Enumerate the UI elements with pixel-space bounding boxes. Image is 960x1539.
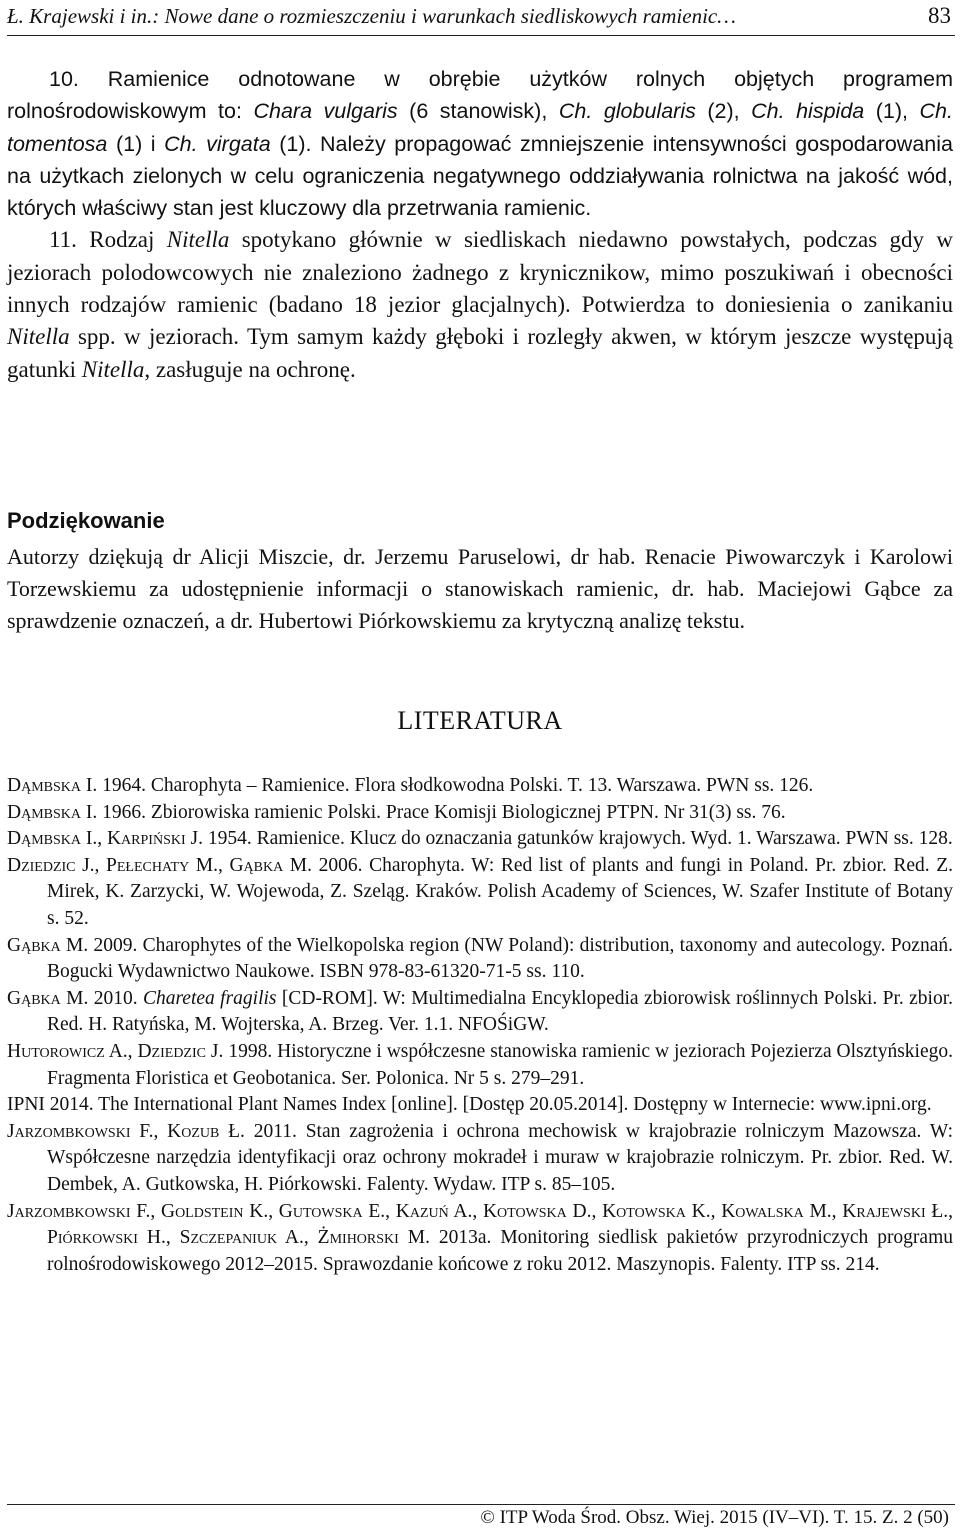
paragraph-11: 11. Rodzaj Nitella spotykano głównie w siedliskach niedawno powstałych, podczas gdy w jeziorach polodowcowych nie znaleziono żadnego z krynicznikow, mimo poszukiwań i obecności innych rodzajów ramienic (badano 18 jezior glacjalnych). Potwierdza to doniesienia o zanikaniu Nitella spp. w jeziorach. Tym samym każdy głęboki i rozległy akwen, w którym jeszcze występują gatunki Nitella, zasługuje na ochronę. [7, 227, 953, 382]
reference-item: Dąmbska I. 1966. Zbiorowiska ramienic Polski. Prace Komisji Biologicznej PTPN. Nr 31(3) ss. 76. [7, 801, 786, 823]
page-number: 83 [928, 3, 951, 28]
footer-copyright: © ITP Woda Środ. Obsz. Wiej. 2015 (IV–VI). T. 15. Z. 2 (50) [480, 1507, 949, 1528]
reference-item: Dąmbska I. 1964. Charophyta – Ramienice. Flora słodkowodna Polski. T. 13. Warszawa. PWN ss. 126. [7, 775, 814, 796]
acknowledgements-text: Autorzy dziękują dr Alicji Miszcie, dr. Jerzemu Paruselowi, dr hab. Renacie Piwowarczyk i Karolowi Torzewskiemu za udostępnienie informacji o stanowiskach ramienic, dr. hab. Maciejowi Gąbce za sprawdzenie oznaczeń, a dr. Hubertowi Piórkowskiemu za krytyczną analizę tekstu. [7, 544, 953, 633]
reference-item: Gąbka M. 2009. Charophytes of the Wielkopolska region (NW Poland): distribution, taxonomy and autecology. Poznań. Bogucki Wydawnictwo Naukowe. ISBN 978-83-61320-71-5 ss. 110. [7, 934, 953, 983]
literature-heading: LITERATURA [397, 706, 563, 735]
reference-item: IPNI 2014. The International Plant Names Index [online]. [Dostęp 20.05.2014]. Dostępny w Internecie: www.ipni.org. [7, 1094, 932, 1116]
page-footer [7, 1504, 955, 1529]
body-text [7, 63, 953, 386]
paragraph-10: 10. Ramienice odnotowane w obrębie użytków rolnych objętych programem rolnośrodowiskowym to: Chara vulgaris (6 stanowisk), Ch. globularis (2), Ch. hispida (1), Ch. tomentosa (1) i Ch. virgata (1). Należy propagować zmniejszenie intensywności gospodarowania na użytkach zielonych w celu ograniczenia negatywnego oddziaływania rolnictwa na jakość wód, których właściwy stan jest kluczowy dla przetrwania ramienic. [7, 67, 953, 221]
reference-item: Jarzombkowski F., Kozub Ł. 2011. Stan zagrożenia i ochrona mechowisk w krajobrazie rolniczym Mazowsza. W: Współczesne narzędzia identyfikacji oraz ochrony mokradeł i muraw w krajobrazie rolniczym. Pr. zbior. Red. W. Dembek, A. Gutkowska, H. Piórkowski. Falenty. Wydaw. ITP s. 85–105. [7, 1120, 953, 1195]
running-title: Ł. Krajewski i in.: Nowe dane o rozmieszczeniu i warunkach siedliskowych ramienic… [7, 4, 736, 28]
reference-item: Jarzombkowski F., Goldstein K., Gutowska E., Kazuń A., Kotowska D., Kotowska K., Kowalska M., Krajewski Ł., Piórkowski H., Szczepaniuk A., Żmihorski M. 2013a. Monitoring siedlisk pakietów przyrodniczych programu rolnośrodowiskowego 2012–2015. Sprawozdanie końcowe z roku 2012. Maszynopis. Falenty. ITP ss. 214. [7, 1200, 953, 1275]
reference-item: Dąmbska I., Karpiński J. 1954. Ramienice. Klucz do oznaczania gatunków krajowych. Wyd. 1. Warszawa. PWN ss. 128. [7, 828, 953, 850]
reference-item: Hutorowicz A., Dziedzic J. 1998. Historyczne i współczesne stanowiska ramienic w jeziorach Pojezierza Olsztyńskiego. Fragmenta Floristica et Geobotanica. Ser. Polonica. Nr 5 s. 279–291. [7, 1040, 954, 1089]
reference-item: Gąbka M. 2010. Charetea fragilis [CD-ROM]. W: Multimedialna Encyklopedia zbiorowisk roślinnych Polski. Pr. zbior. Red. H. Ratyńska, M. Wojterska, A. Brzeg. Ver. 1.1. NFOŚiGW. [7, 987, 954, 1036]
reference-list [7, 773, 953, 1278]
running-header [7, 0, 955, 36]
reference-item: Dziedzic J., Pełechaty M., Gąbka M. 2006. Charophyta. W: Red list of plants and fungi in Poland. Pr. zbior. Red. Z. Mirek, K. Zarzycki, W. Wojewoda, Z. Szeląg. Kraków. Polish Academy of Sciences, W. Szafer Institute of Botany s. 52. [7, 854, 953, 929]
acknowledgements-heading: Podziękowanie [7, 508, 165, 533]
